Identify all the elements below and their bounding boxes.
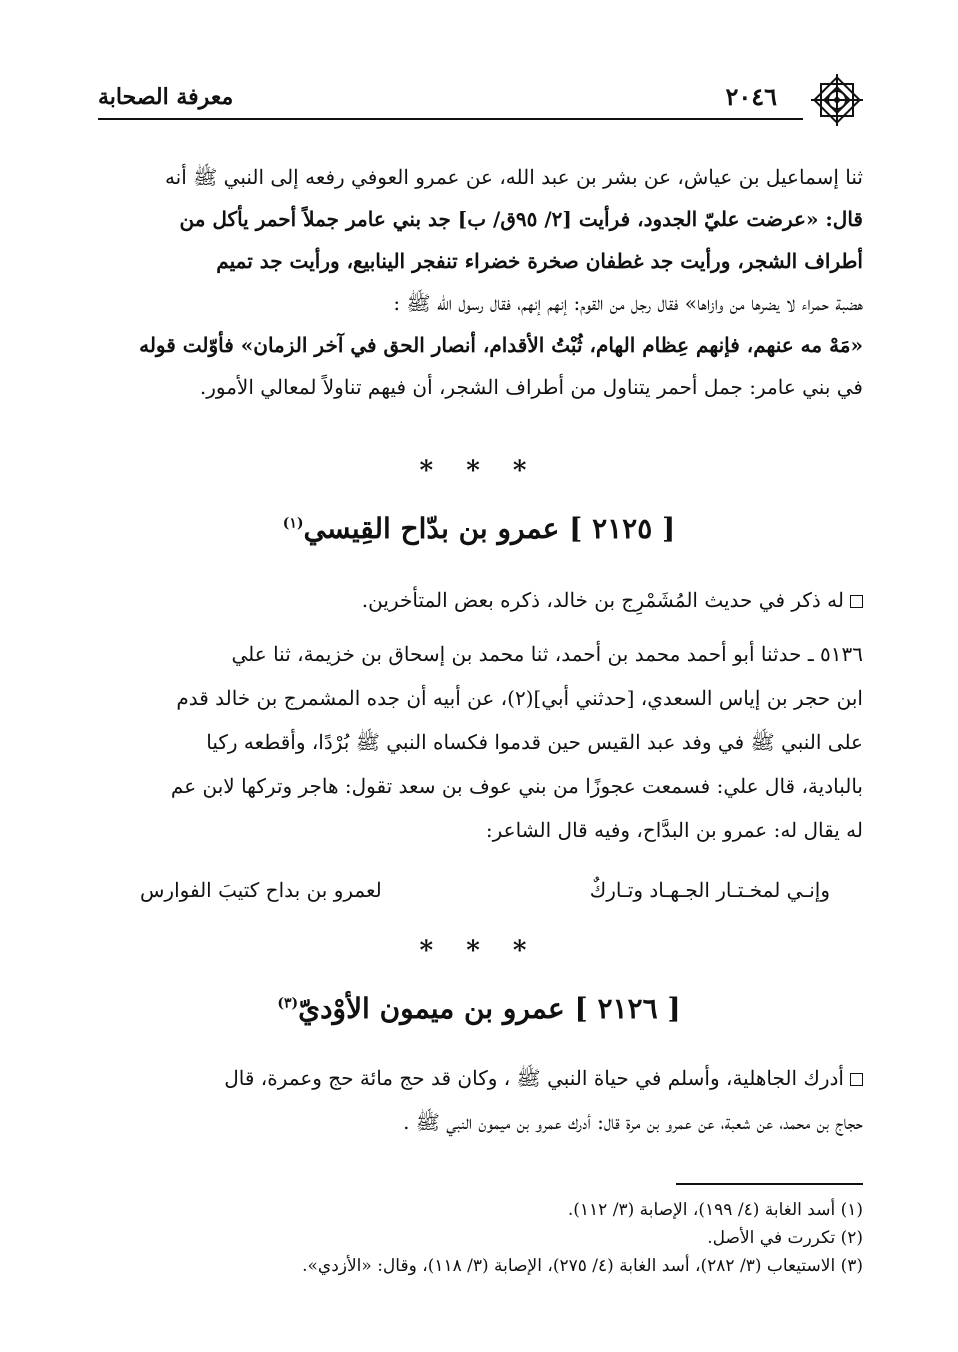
- footnote: (٣) الاستيعاب (٣/ ٢٨٢)، أسد الغابة (٤/ ٢٧٥)، الإصابة (٣/ ١١٨)، وقال: «الأزدي».: [302, 1256, 863, 1276]
- paragraph-entry-2126: [98, 1056, 863, 1144]
- octagram-ornament-icon: [809, 72, 865, 128]
- page-header: [98, 72, 863, 120]
- entry-title: [ ٢١٢٦ ] عمرو بن ميمون الأوْديّ: [298, 992, 681, 1025]
- text-line: حجاج بن محمد، عن شعبة، عن عمرو بن مرة قال: أدرك عمرو بن ميمون النبي ﷺ .: [403, 1110, 863, 1134]
- text-line: له ذكر في حديث المُشَمْرِج بن خالد، ذكره بعض المتأخرين.: [98, 580, 863, 620]
- entry-heading-2126: [0, 992, 958, 1025]
- text-line: على النبي ﷺ في وفد عبد القيس حين قدموا فكساه النبي ﷺ بُرْدًا، وأقطعه ركيا: [206, 730, 863, 754]
- footnote-ref: (١): [282, 515, 304, 532]
- text-line: ٥١٣٦ ـ حدثنا أبو أحمد محمد بن أحمد، ثنا محمد بن إسحاق بن خزيمة، ثنا علي: [231, 642, 863, 666]
- section-separator: * * *: [419, 936, 539, 966]
- text-line: ابن حجر بن إياس السعدي، [حدثني أبي](٢)، عن أبيه أن جده المشمرج بن خالد قدم: [176, 686, 863, 710]
- entry-heading-2125: [0, 512, 958, 545]
- text-line: أطراف الشجر، ورأيت جد غطفان صخرة خضراء تنفجر الينابيع، ورأيت جد تميم: [216, 249, 863, 273]
- text-line: أدرك الجاهلية، وأسلم في حياة النبي ﷺ ، وكان قد حج مائة حج وعمرة، قال: [98, 1056, 863, 1100]
- text-line: في بني عامر: جمل أحمر يتناول من أطراف الشجر، أن فيهم تناولاً لمعالي الأمور.: [199, 375, 863, 399]
- verse-second-hemistich: لعمرو بن بداح كتيبَ الفوارس: [140, 878, 382, 902]
- paragraph-hadith-continued: [98, 156, 863, 408]
- footnote: (١) أسد الغابة (٤/ ١٩٩)، الإصابة (٣/ ١١٢).: [567, 1200, 863, 1220]
- text-line: هضبة حمراء لا يضرها من وازاها» فقال رجل من القوم: إنهم إنهم، فقال رسول الله ﷺ :: [393, 291, 863, 315]
- poetry-verse: [140, 878, 830, 914]
- footnote-ref: (٣): [277, 995, 299, 1012]
- text-line: بالبادية، قال علي: فسمعت عجوزًا من بني عوف بن سعد تقول: هاجر وتركها لابن عم: [170, 774, 863, 798]
- page-number: ٢٠٤٦: [725, 82, 777, 111]
- footnote: (٢) تكررت في الأصل.: [707, 1228, 863, 1248]
- header-divider: [98, 118, 803, 120]
- footnotes: [98, 1196, 863, 1280]
- entry-note: [98, 580, 863, 620]
- paragraph-hadith-5136: [98, 632, 863, 852]
- square-bullet-icon: [850, 1073, 863, 1086]
- square-bullet-icon: [850, 595, 863, 608]
- footnote-divider: [676, 1183, 863, 1185]
- verse-first-hemistich: وإنـي لمخـتـار الجـهـاد وتـاركٌ: [589, 878, 830, 902]
- text-line: قال: «عرضت عليّ الجدود، فرأيت [٢/ ٩٥ق/ ب] جد بني عامر جملاً أحمر يأكل من: [179, 207, 863, 231]
- text-line: «مَهْ مه عنهم، فإنهم عِظام الهام، ثُبْتُ الأقدام، أنصار الحق في آخر الزمان» فأوّلت قوله: [139, 333, 863, 357]
- section-separator: * * *: [419, 456, 539, 486]
- running-title: معرفة الصحابة: [98, 84, 234, 110]
- text-line: له يقال له: عمرو بن البدَّاح، وفيه قال الشاعر:: [485, 818, 863, 842]
- entry-title: [ ٢١٢٥ ] عمرو بن بدّاح القِيسي: [303, 512, 676, 545]
- text-line: ثنا إسماعيل بن عياش، عن بشر بن عبد الله، عن عمرو العوفي رفعه إلى النبي ﷺ أنه: [164, 165, 863, 189]
